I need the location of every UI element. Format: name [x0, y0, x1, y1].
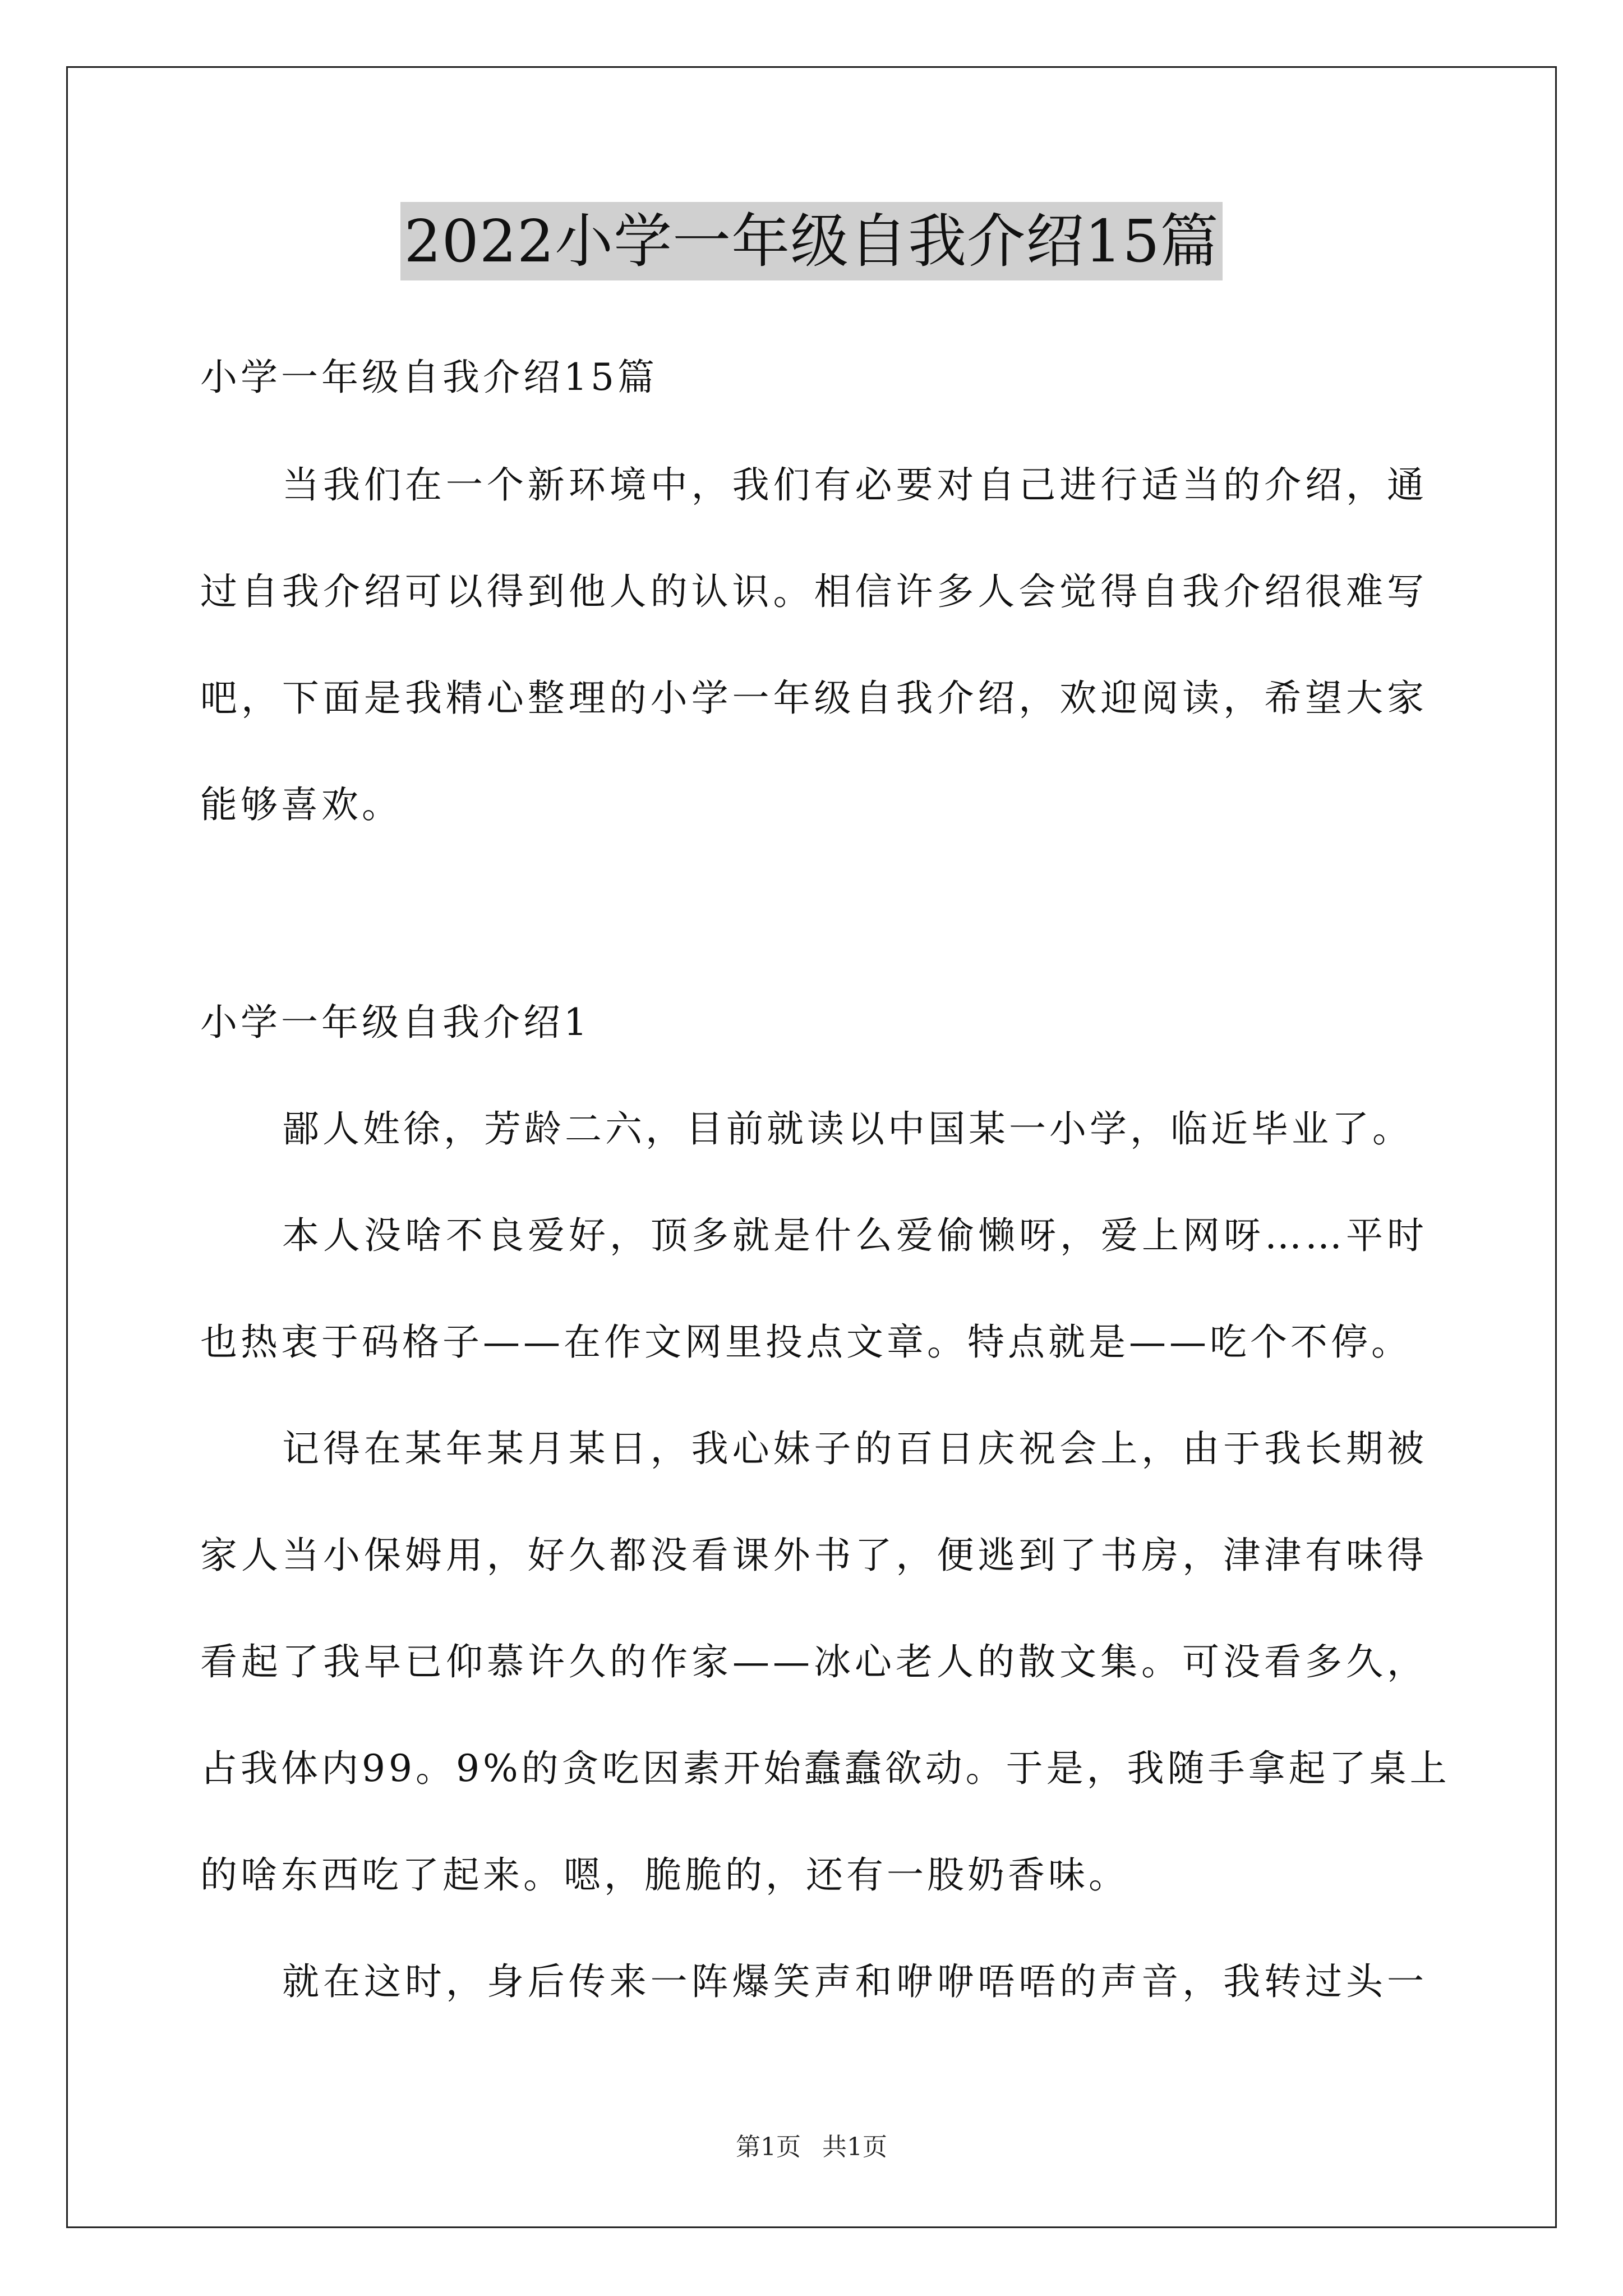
document-title: 2022小学一年级自我介绍15篇 — [400, 202, 1222, 280]
title-container — [0, 202, 1623, 280]
paragraph-line: 就在这时，身后传来一阵爆笑声和咿咿唔唔的声音，我转过头一 — [282, 1960, 1427, 2003]
paragraph-line: 占我体内99。9%的贪吃因素开始蠢蠢欲动。于是，我随手拿起了桌上 — [200, 1747, 1450, 1790]
intro-line: 能够喜欢。 — [200, 783, 402, 826]
paragraph-line: 家人当小保姆用，好久都没看课外书了，便逃到了书房，津津有味得 — [200, 1534, 1427, 1577]
intro-line: 吧，下面是我精心整理的小学一年级自我介绍，欢迎阅读，希望大家 — [200, 677, 1427, 720]
paragraph-line: 看起了我早已仰慕许久的作家——冰心老人的散文集。可没看多久， — [200, 1640, 1427, 1683]
subtitle: 小学一年级自我介绍15篇 — [200, 356, 658, 399]
paragraph-line: 记得在某年某月某日，我心妹子的百日庆祝会上，由于我长期被 — [282, 1427, 1427, 1470]
intro-line: 当我们在一个新环境中，我们有必要对自己进行适当的介绍，通 — [282, 463, 1427, 507]
paragraph-line: 鄙人姓徐，芳龄二六，目前就读以中国某一小学，临近毕业了。 — [282, 1107, 1413, 1151]
page-footer — [0, 2131, 1623, 2164]
section-heading: 小学一年级自我介绍1 — [200, 1001, 591, 1044]
paragraph-line: 也热衷于码格子——在作文网里投点文章。特点就是——吃个不停。 — [200, 1320, 1412, 1364]
paragraph-line: 的啥东西吃了起来。嗯，脆脆的，还有一股奶香味。 — [200, 1853, 1129, 1897]
page-number: 第1页 — [736, 2133, 801, 2161]
paragraph-line: 本人没啥不良爱好，顶多就是什么爱偷懒呀，爱上网呀……平时 — [282, 1214, 1427, 1257]
intro-line: 过自我介绍可以得到他人的认识。相信许多人会觉得自我介绍很难写 — [200, 570, 1427, 613]
page-total: 共1页 — [822, 2133, 887, 2161]
